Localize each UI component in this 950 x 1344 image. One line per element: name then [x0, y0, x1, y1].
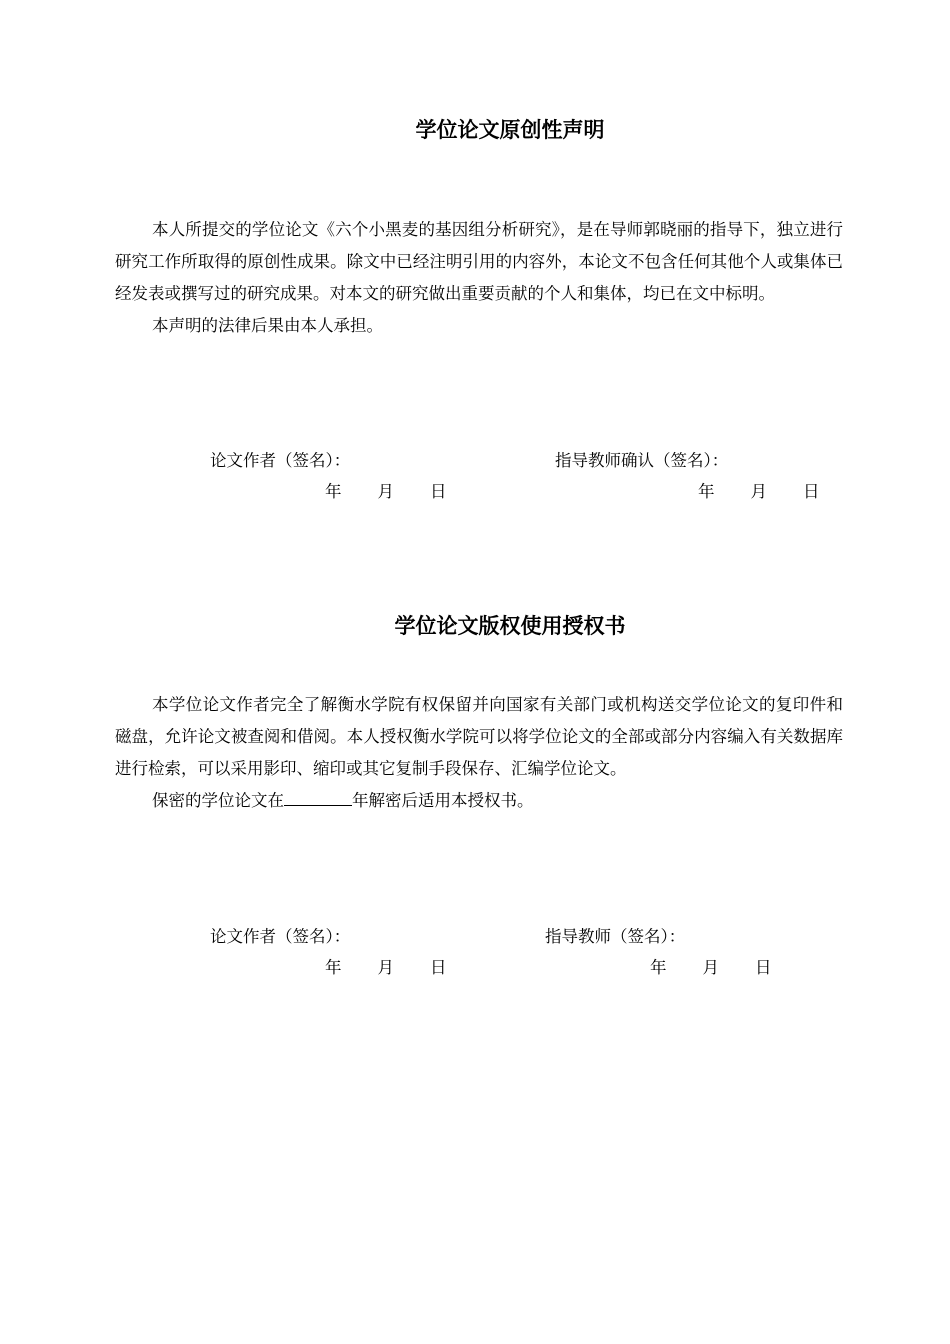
secrecy-statement — [115, 785, 843, 817]
date-year: 年 — [325, 958, 342, 977]
date-year: 年 — [325, 482, 342, 501]
date-month: 月 — [750, 482, 767, 501]
authorization-advisor-date — [650, 956, 772, 980]
authorization-author-date — [325, 956, 447, 980]
declaration-advisor-date — [698, 480, 820, 504]
declaration-advisor-signature-label: 指导教师确认（签名）： — [555, 451, 729, 470]
date-year: 年 — [650, 958, 667, 977]
declaration-paragraph: 本声明的法律后果由本人承担。 — [152, 316, 383, 335]
declaration-paragraph: 本人所提交的学位论文《六个小黑麦的基因组分析研究》，是在导师郭晓丽的指导下，独立进行研究工作所取得的原创性成果。除文中已经注明引用的内容外，本论文不包含任何其他个人或集体已经发表或撰写过的研究成果。对本文的研究做出重要贡献的个人和集体，均已在文中标明。 — [115, 220, 843, 303]
date-day: 日 — [755, 958, 772, 977]
date-month: 月 — [377, 482, 394, 501]
date-day: 日 — [430, 958, 447, 977]
date-month: 月 — [377, 958, 394, 977]
secrecy-years-blank[interactable] — [284, 787, 352, 806]
date-year: 年 — [698, 482, 715, 501]
declaration-title: 学位论文原创性声明 — [415, 118, 605, 142]
secrecy-prefix: 保密的学位论文在 — [152, 791, 284, 810]
secrecy-suffix: 年解密后适用本授权书。 — [352, 791, 534, 810]
authorization-body — [115, 689, 843, 817]
declaration-author-signature-label: 论文作者（签名）： — [210, 451, 351, 470]
authorization-author-signature-label: 论文作者（签名）： — [210, 927, 351, 946]
date-month: 月 — [702, 958, 719, 977]
declaration-author-date — [325, 480, 447, 504]
authorization-advisor-signature-label: 指导教师（签名）： — [545, 927, 686, 946]
authorization-title: 学位论文版权使用授权书 — [394, 614, 626, 638]
date-day: 日 — [803, 482, 820, 501]
date-day: 日 — [430, 482, 447, 501]
declaration-body — [115, 214, 843, 342]
authorization-paragraph: 本学位论文作者完全了解衡水学院有权保留并向国家有关部门或机构送交学位论文的复印件和磁盘，允许论文被查阅和借阅。本人授权衡水学院可以将学位论文的全部或部分内容编入有关数据库进行检索，可以采用影印、缩印或其它复制手段保存、汇编学位论文。 — [115, 695, 843, 778]
